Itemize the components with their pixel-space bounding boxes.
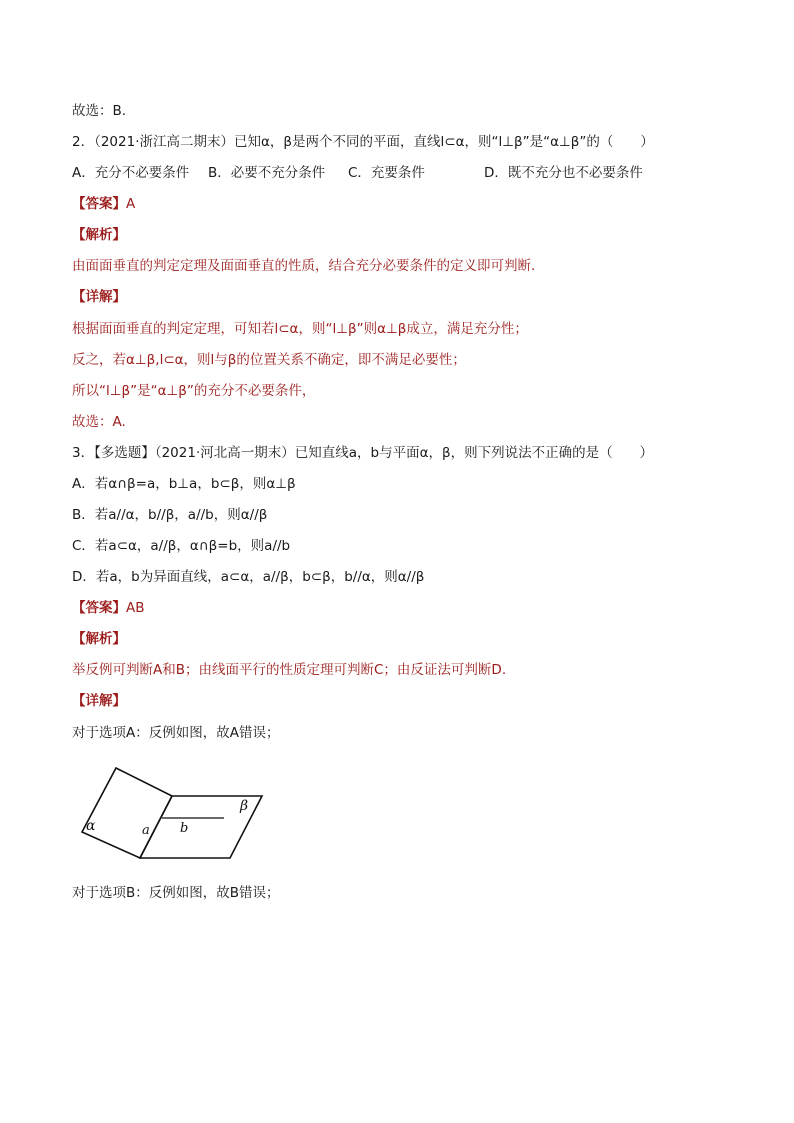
answer-tag: 【答案】 [72, 196, 126, 212]
label-b: b [180, 821, 189, 836]
q2-answer [72, 194, 135, 214]
answer-tag: 【答案】 [72, 600, 126, 616]
answer-value: AB [126, 600, 145, 616]
q2-analysis: 由面面垂直的判定定理及面面垂直的性质，结合充分必要条件的定义即可判断. [72, 258, 536, 274]
q2-detail-line-3: 所以“l⊥β”是“α⊥β”的充分不必要条件， [72, 383, 316, 399]
q3-option-b: B．若a//α，b//β，a//b，则α//β [72, 507, 268, 523]
counterexample-figure [80, 762, 270, 862]
q2-option-b: B．必要不充分条件 [208, 165, 326, 181]
answer-value: A [126, 196, 136, 212]
q3-analysis-tag: 【解析】 [72, 631, 126, 647]
q2-options [72, 163, 643, 183]
q3-option-c: C．若a⊂α，a//β，α∩β=b，则a//b [72, 538, 291, 554]
q2-detail-line-1: 根据面面垂直的判定定理，可知若l⊂α，则“l⊥β”则α⊥β成立，满足充分性； [72, 321, 528, 337]
q3-analysis: 举反例可判断A和B；由线面平行的性质定理可判断C；由反证法可判断D. [72, 662, 507, 678]
q2-analysis-tag: 【解析】 [72, 227, 126, 243]
q2-detail-line-2: 反之，若α⊥β,l⊂α，则l与β的位置关系不确定，即不满足必要性； [72, 352, 466, 368]
q3-detail-tag: 【详解】 [72, 693, 126, 709]
q3-option-d: D．若a，b为异面直线，a⊂α，a//β，b⊂β，b//α，则α//β [72, 569, 425, 585]
plane-alpha [82, 768, 172, 858]
q2-option-a: A．充分不必要条件 [72, 165, 190, 181]
q2-option-d: D．既不充分也不必要条件 [484, 165, 643, 181]
label-alpha: α [86, 818, 96, 834]
q1-conclusion: 故选：B. [72, 103, 127, 119]
q2-stem: 2．（2021·浙江高二期末）已知α，β是两个不同的平面，直线l⊂α，则“l⊥β”是“α⊥β”的（ ） [72, 134, 654, 150]
q2-detail-tag: 【详解】 [72, 289, 126, 305]
q3-stem: 3．【多选题】（2021·河北高一期末）已知直线a，b与平面α，β，则下列说法不正确的是（ ） [72, 445, 654, 461]
q2-option-c: C．充要条件 [348, 165, 425, 181]
q3-detail-b: 对于选项B：反例如图，故B错误； [72, 885, 280, 901]
label-a: a [142, 823, 150, 838]
q3-option-a: A．若α∩β=a，b⊥a，b⊂β，则α⊥β [72, 476, 296, 492]
label-beta: β [240, 798, 249, 814]
q2-conclusion: 故选：A. [72, 414, 126, 430]
q3-answer [72, 598, 145, 618]
q3-detail-a: 对于选项A：反例如图，故A错误； [72, 725, 280, 741]
